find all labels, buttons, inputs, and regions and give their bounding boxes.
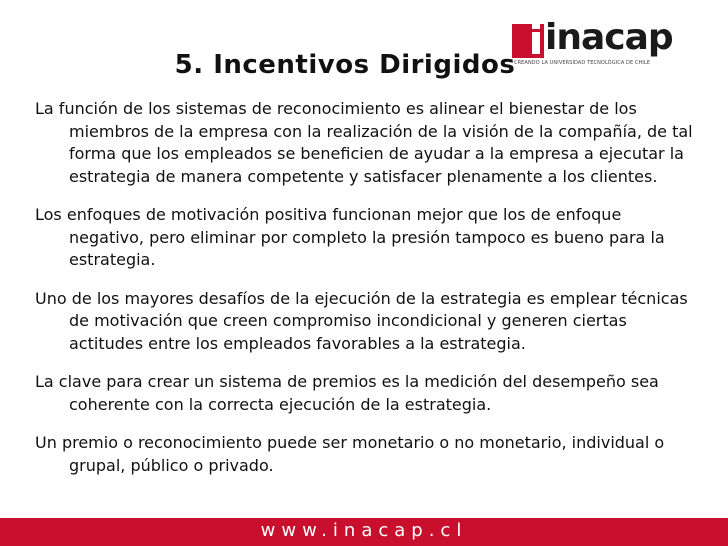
logo-tagline: CREANDO LA UNIVERSIDAD TECNOLÓGICA DE CHILE [514, 60, 651, 66]
logo-wordmark: inacap [545, 17, 673, 58]
paragraph: Un premio o reconocimiento puede ser monetario o no monetario, individual o grupal, público o privado. [35, 433, 665, 475]
paragraph: La función de los sistemas de reconocimiento es alinear el bienestar de los miembros de la empresa con la realización de la visión de la compañía, de tal forma que los empleados se beneficien de ayudar a la empresa a ejecutar la estrategia de manera competente y satisfacer plenamente a los clientes. [35, 99, 693, 186]
paragraph: Uno de los mayores desafíos de la ejecución de la estrategia es emplear técnicas de motivación que creen compromiso incondicional y generen ciertas actitudes entre los empleados favorables a la estrategia. [35, 288, 688, 353]
paragraph: La clave para crear un sistema de premios es la medición del desempeño sea coherente con la correcta ejecución de la estrategia. [35, 372, 659, 414]
paragraph: Los enfoques de motivación positiva funcionan mejor que los de enfoque negativo, pero eliminar por completo la presión tampoco es bueno para la estrategia. [35, 205, 665, 269]
footer-url: www.inacap.cl [260, 520, 468, 541]
slide-title: 5. Incentivos Dirigidos [174, 50, 516, 80]
slide-body [35, 98, 695, 493]
footer-bar [0, 518, 728, 546]
